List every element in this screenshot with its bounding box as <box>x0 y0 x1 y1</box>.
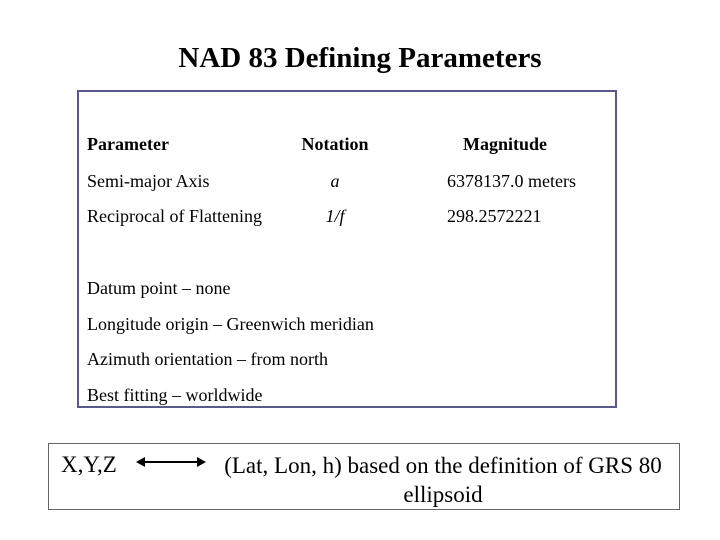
row-semi-major-axis-magnitude: 6378137.0 meters <box>447 171 576 191</box>
note-best-fitting: Best fitting – worldwide <box>87 385 263 405</box>
row-flattening-notation: 1/f <box>325 206 345 226</box>
cartesian-label: X,Y,Z <box>61 452 117 477</box>
geodetic-label: (Lat, Lon, h) based on the definition of GRS 80 ellipsoid <box>224 453 662 507</box>
header-magnitude: Magnitude <box>462 134 547 154</box>
note-datum-point: Datum point – none <box>87 278 231 298</box>
row-flattening-parameter: Reciprocal of Flattening <box>87 206 262 226</box>
conversion-box <box>48 443 680 510</box>
header-parameter: Parameter <box>87 134 169 154</box>
row-semi-major-axis-notation: a <box>330 171 340 191</box>
note-longitude-origin: Longitude origin – Greenwich meridian <box>87 314 374 334</box>
row-flattening-magnitude: 298.2572221 <box>447 206 542 226</box>
row-semi-major-axis-parameter: Semi-major Axis <box>87 171 210 191</box>
parameters-box <box>77 90 617 408</box>
note-azimuth-orientation: Azimuth orientation – from north <box>87 349 328 369</box>
double-arrow-icon <box>135 450 207 474</box>
header-notation: Notation <box>301 134 369 154</box>
page-title: NAD 83 Defining Parameters <box>178 42 542 74</box>
